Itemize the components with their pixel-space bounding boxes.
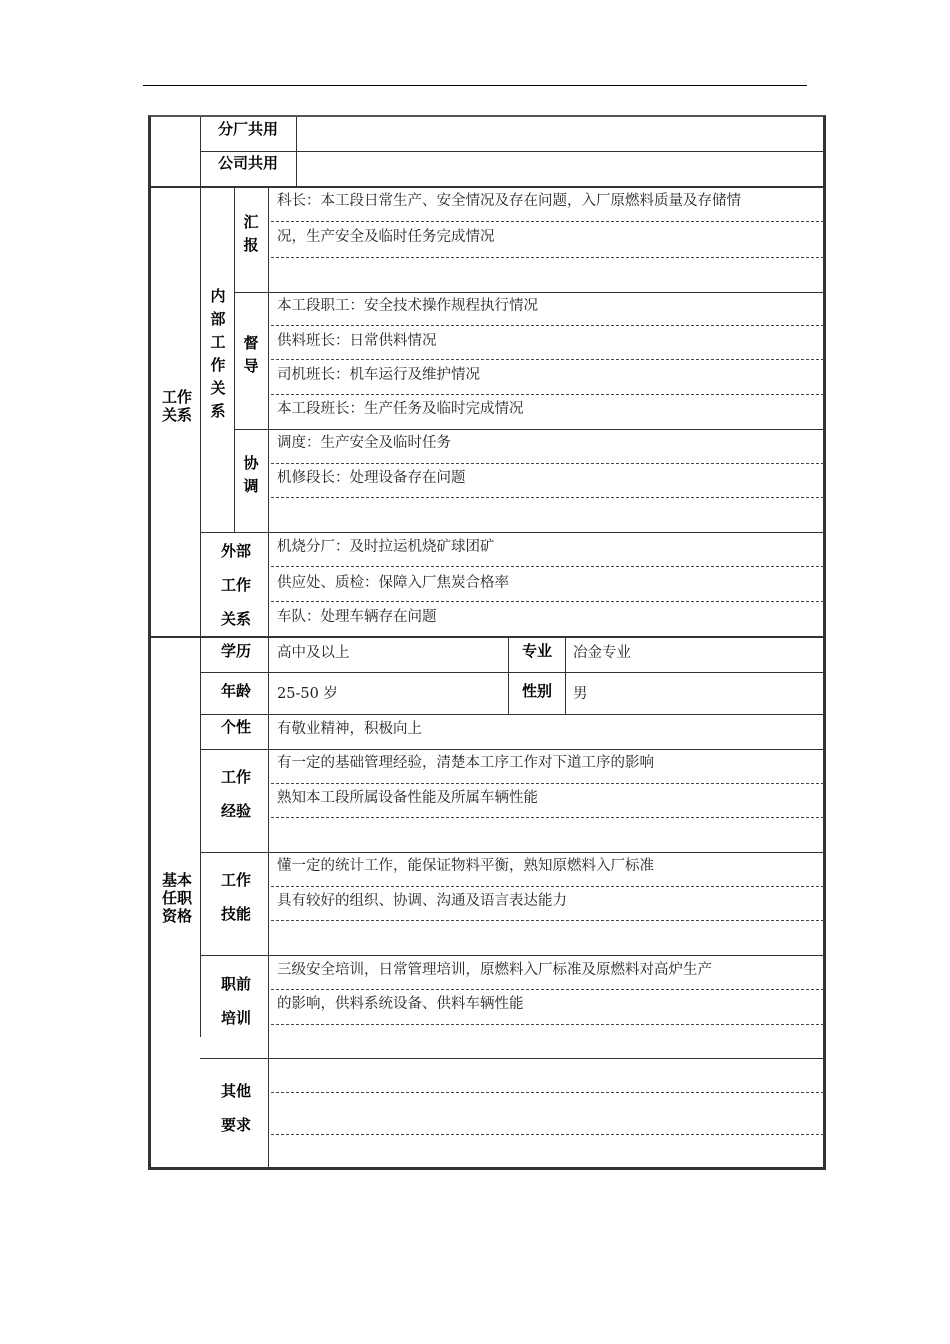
row-divider — [200, 749, 826, 750]
section-divider-work — [151, 186, 826, 188]
dash-line — [271, 394, 824, 395]
label-work-relations: 工作关系 — [161, 389, 192, 424]
row-divider — [200, 1058, 826, 1059]
gender-value: 男 — [573, 686, 588, 702]
dash-line — [271, 359, 824, 360]
dash-line — [271, 221, 824, 222]
label-line: 技能 — [220, 906, 251, 923]
label-experience — [206, 761, 266, 829]
label-major: 专业 — [521, 643, 552, 660]
dash-line — [271, 817, 824, 818]
dash-line — [271, 497, 824, 498]
dash-line — [271, 601, 824, 602]
label-other — [206, 1075, 266, 1143]
row-divider — [200, 955, 826, 956]
supervise-line-1: 本工段职工：安全技术操作规程执行情况 — [277, 298, 538, 314]
label-gender: 性别 — [521, 683, 552, 700]
label-line: 工作 — [220, 769, 251, 786]
dash-line — [271, 783, 824, 784]
label-line: 其他 — [220, 1083, 251, 1100]
col-divider-1 — [200, 117, 201, 1037]
label-line: 职前 — [220, 976, 251, 993]
label-branch-shared: 分厂共用 — [217, 121, 278, 138]
col-divider-internal — [234, 186, 235, 532]
report-line-2: 况，生产安全及临时任务完成情况 — [277, 229, 495, 245]
row-divider — [200, 714, 826, 715]
dash-line — [271, 1134, 824, 1135]
label-personality: 个性 — [220, 719, 251, 736]
label-company-shared: 公司共用 — [217, 155, 278, 172]
education-value: 高中及以上 — [277, 645, 350, 661]
coordinate-line-1: 调度：生产安全及临时任务 — [277, 435, 451, 451]
header-rule — [143, 85, 807, 86]
row-divider — [234, 429, 826, 430]
label-line: 工作 — [220, 872, 251, 889]
row-divider — [200, 852, 826, 853]
coordinate-line-2: 机修段长：处理设备存在问题 — [277, 470, 466, 486]
label-supervise: 督导 — [243, 335, 259, 375]
label-line: 培训 — [220, 1010, 251, 1027]
external-line-1: 机烧分厂：及时拉运机烧矿球团矿 — [277, 539, 495, 555]
training-line-2: 的影响，供料系统设备、供料车辆性能 — [277, 996, 524, 1012]
label-coordinate: 协调 — [243, 455, 259, 495]
row-divider — [200, 532, 826, 533]
dash-line — [271, 566, 824, 567]
training-line-1: 三级安全培训，日常管理培训，原燃料入厂标准及原燃料对高炉生产 — [277, 962, 712, 978]
skills-line-1: 懂一定的统计工作，能保证物料平衡，熟知原燃料入厂标准 — [277, 858, 654, 874]
supervise-line-3: 司机班长：机车运行及维护情况 — [277, 367, 480, 383]
col-divider-mid — [508, 636, 509, 715]
dash-line — [271, 463, 824, 464]
dash-line — [271, 920, 824, 921]
section-divider-qualifications — [151, 636, 826, 638]
label-line: 关系 — [220, 611, 251, 628]
report-line-1: 科长：本工段日常生产、安全情况及存在问题，入厂原燃料质量及存储情 — [277, 193, 741, 209]
col-divider-content — [268, 636, 269, 1170]
dash-line — [271, 257, 824, 258]
label-internal-relations: 内部工作关系 — [210, 288, 226, 420]
label-external-relations — [209, 535, 263, 637]
label-report: 汇报 — [243, 214, 259, 254]
dash-line — [271, 886, 824, 887]
dash-line — [271, 989, 824, 990]
dash-line — [271, 1092, 824, 1093]
supervise-line-2: 供料班长：日常供料情况 — [277, 333, 437, 349]
label-education: 学历 — [220, 643, 251, 660]
external-line-2: 供应处、质检：保障入厂焦炭合格率 — [277, 575, 509, 591]
dash-line — [271, 1024, 824, 1025]
skills-line-2: 具有较好的组织、协调、沟通及语言表达能力 — [277, 893, 567, 909]
col-divider-top — [296, 117, 297, 187]
label-line: 经验 — [220, 803, 251, 820]
personality-value: 有敬业精神，积极向上 — [277, 721, 422, 737]
col-divider-mid2 — [565, 636, 566, 715]
job-description-form — [148, 115, 826, 1170]
external-line-3: 车队：处理车辆存在问题 — [277, 609, 437, 625]
age-value: 25-50 岁 — [277, 686, 338, 702]
row-divider — [200, 151, 826, 152]
label-line: 工作 — [220, 577, 251, 594]
supervise-line-4: 本工段班长：生产任务及临时完成情况 — [277, 401, 524, 417]
experience-line-1: 有一定的基础管理经验，清楚本工序工作对下道工序的影响 — [277, 755, 654, 771]
label-qualifications: 基本任职资格 — [161, 872, 192, 925]
label-skills — [206, 864, 266, 932]
row-divider — [200, 672, 826, 673]
experience-line-2: 熟知本工段所属设备性能及所属车辆性能 — [277, 790, 538, 806]
major-value: 冶金专业 — [573, 645, 631, 661]
label-line: 要求 — [220, 1117, 251, 1134]
dash-line — [271, 325, 824, 326]
col-divider-content — [268, 186, 269, 636]
label-training — [206, 968, 266, 1036]
label-line: 外部 — [220, 543, 251, 560]
label-age: 年龄 — [220, 683, 251, 700]
row-divider — [234, 292, 826, 293]
